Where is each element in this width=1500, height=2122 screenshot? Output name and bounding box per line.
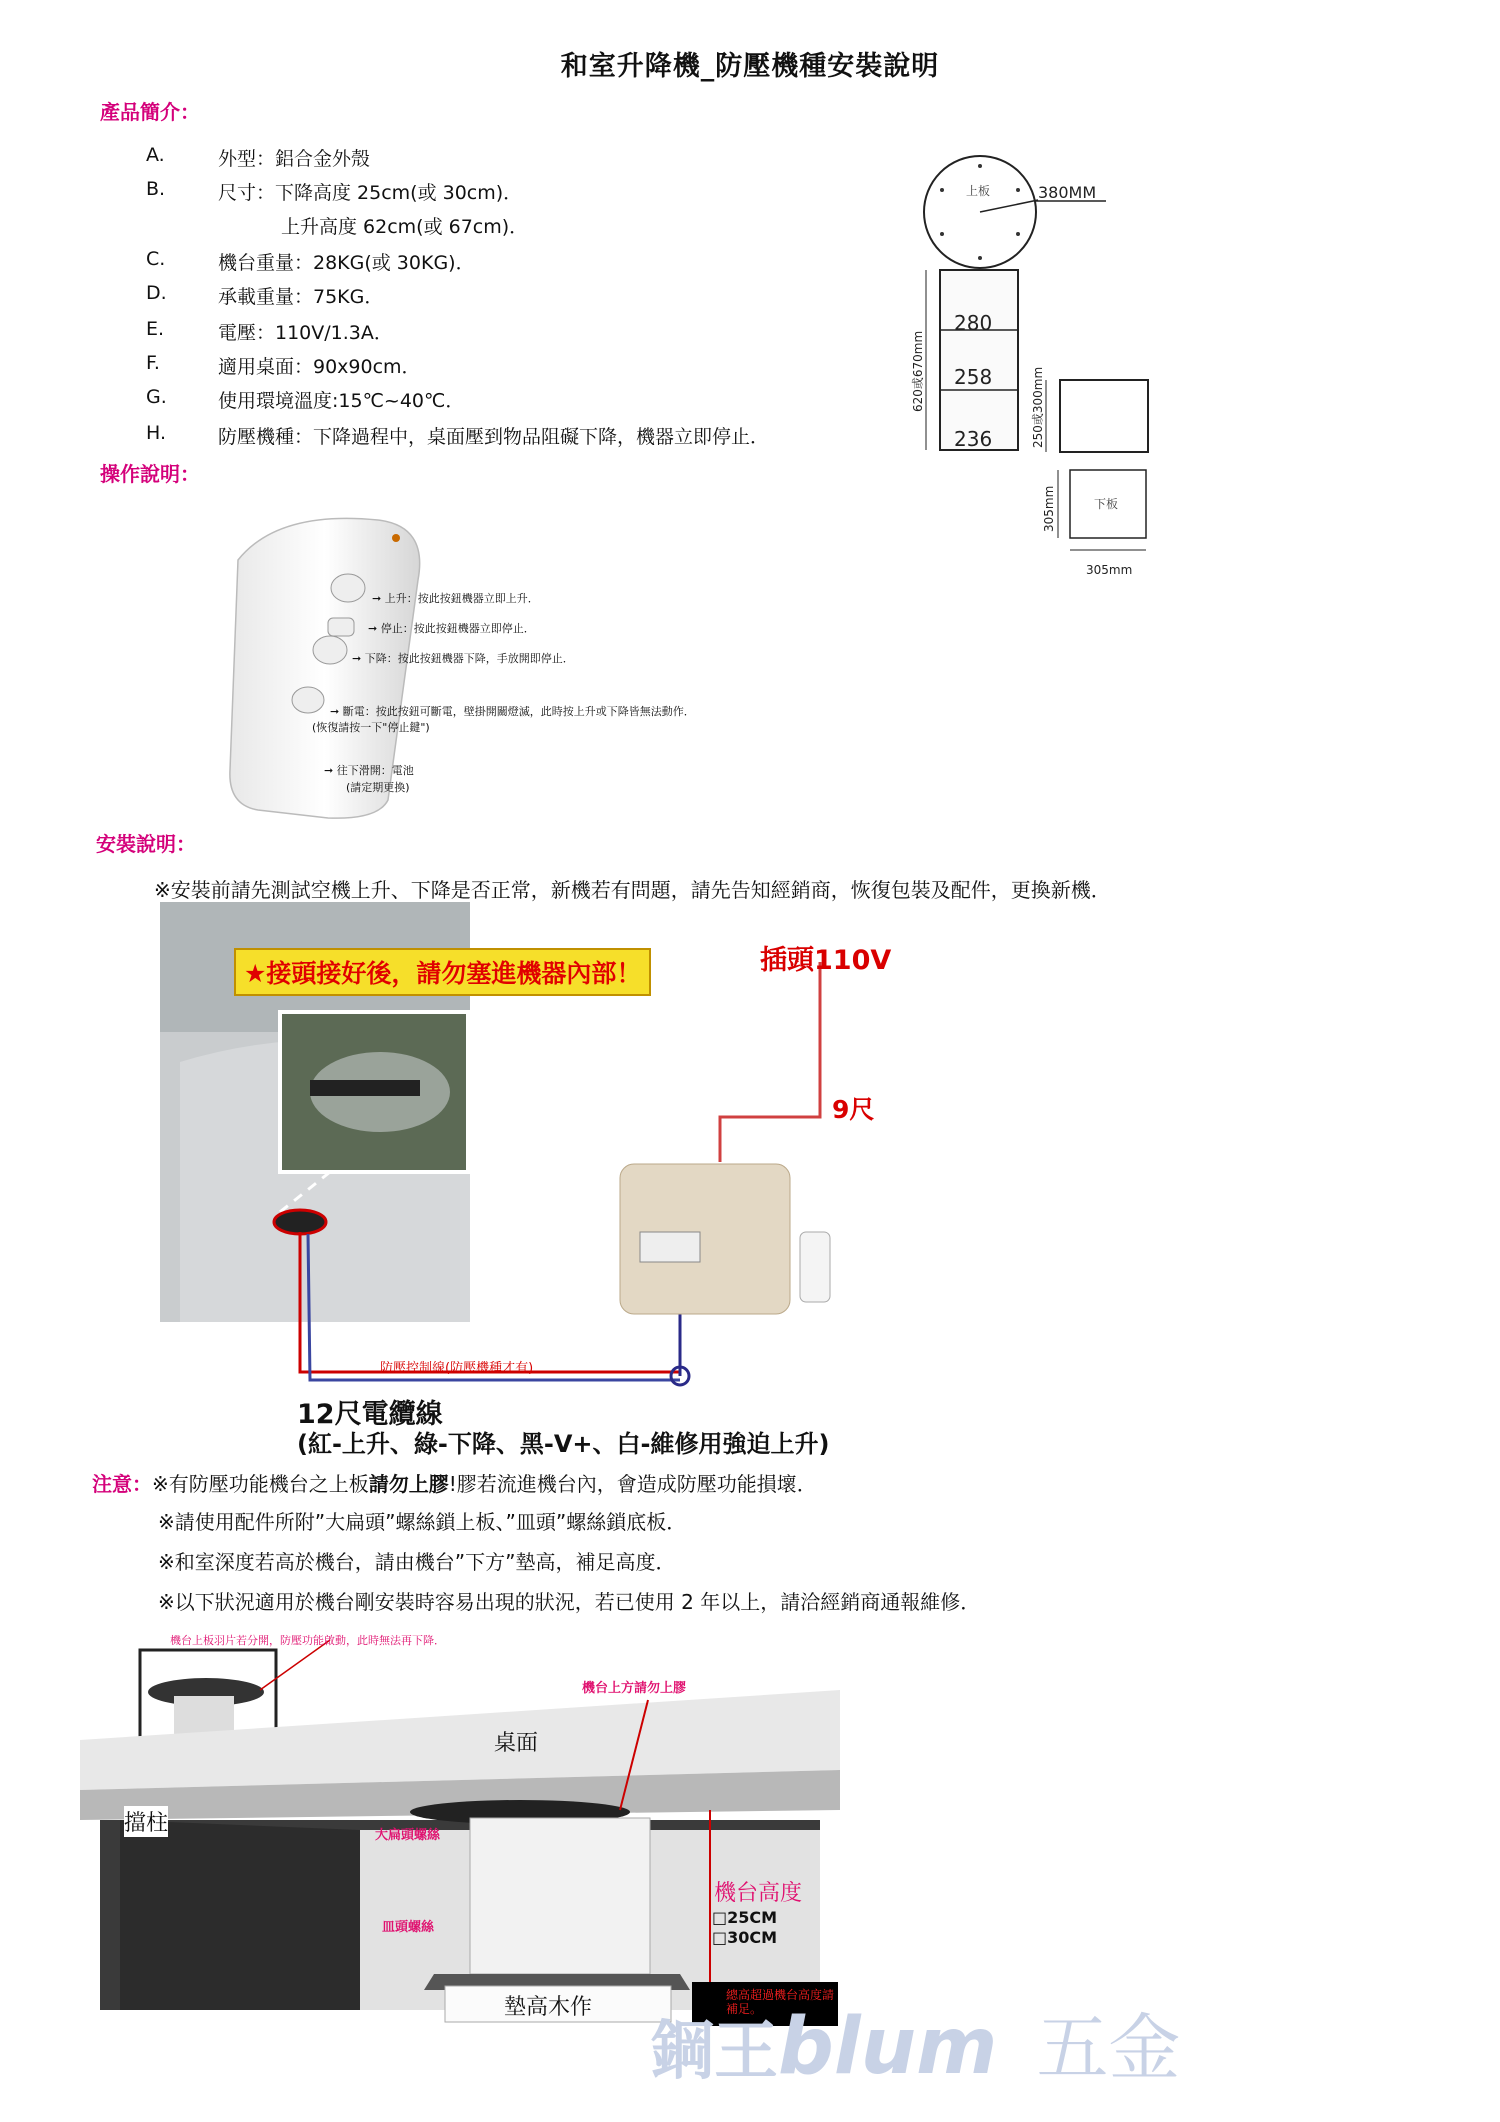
small-remote	[800, 1232, 830, 1302]
callout-power: ➞ 斷電：按此按鈕可斷電，壁掛開關燈滅，此時按上升或下降皆無法動作．	[330, 705, 695, 718]
machine-height-label: 機台高度	[714, 1881, 803, 1906]
callout-down: ➞ 下降：按此按鈕機器下降，手放開即停止．	[352, 652, 574, 665]
spec-text: 適用桌面：90x90cm．	[218, 356, 421, 378]
machine-cylinder	[470, 1818, 650, 1974]
height-280: 280	[954, 311, 993, 335]
product-intro-heading: 產品簡介：	[100, 100, 200, 124]
height-236: 236	[954, 427, 993, 451]
spec-letter: C.	[146, 248, 166, 270]
inset-caption: 機台上板羽片若分開，防壓功能啟動，此時無法再下降．	[170, 1634, 445, 1647]
plug-line	[720, 962, 820, 1162]
spec-text: 承載重量：75KG．	[218, 286, 384, 308]
dish-screw-label: 皿頭螺絲	[382, 1920, 435, 1935]
install-intro: ※安裝前請先測試空機上升、下降是否正常，新機若有問題，請先告知經銷商，恢復包裝及配件，更換新機．	[154, 878, 1111, 902]
page-title: 和室升降機_防壓機種安裝說明	[560, 51, 940, 82]
height-258: 258	[954, 365, 993, 389]
note-2: ※請使用配件所附”大扁頭”螺絲鎖上板、”皿頭”螺絲鎖底板．	[158, 1510, 687, 1534]
spec-text: 上升高度 62cm(或 67cm)．	[281, 216, 529, 238]
spec-text: 防壓機種：下降過程中，桌面壓到物品阻礙下降，機器立即停止．	[218, 426, 770, 448]
callout-stop: ➞ 停止：按此按鈕機器立即停止．	[368, 622, 535, 635]
column-body	[940, 270, 1018, 450]
dimension-diagram	[870, 140, 1180, 600]
spec-letter: F.	[146, 352, 160, 374]
callout-up: ➞ 上升：按此按鈕機器立即上升．	[372, 592, 539, 605]
spec-letter: G.	[146, 386, 167, 408]
bottom-width-label: 305mm	[1086, 563, 1133, 577]
height-option-30: □30CM	[712, 1928, 778, 1947]
height-option-25: □25CM	[712, 1908, 778, 1927]
spec-text: 機台重量：28KG(或 30KG)．	[218, 252, 475, 274]
base-body	[1060, 380, 1148, 452]
spec-letter: H.	[146, 422, 166, 444]
power-button[interactable]	[292, 687, 324, 713]
total-height-label: 620或670mm	[911, 330, 925, 412]
glue-note: 機台上方請勿上膠	[582, 1681, 687, 1696]
install-heading: 安裝說明：	[96, 832, 196, 856]
cable-length-label: 9尺	[832, 1095, 875, 1124]
base-height-label: 250或300mm	[1031, 366, 1045, 448]
plug-label: 插頭110V	[760, 945, 892, 976]
watermark-brand: blum	[778, 2002, 998, 2092]
spec-text: 尺寸：下降高度 25cm(或 30cm)．	[218, 182, 523, 204]
installation-diagram	[80, 1630, 840, 2040]
spec-letter: B.	[146, 178, 166, 200]
spec-text: 電壓：110V/1.3A．	[218, 322, 393, 344]
pillar-label: 擋柱	[124, 1806, 168, 1837]
callout-power-reset: (恢復請按一下"停止鍵")	[312, 721, 430, 734]
control-line-label: 防壓控制線(防壓機種才有)	[380, 1361, 534, 1376]
down-button[interactable]	[313, 636, 347, 664]
note-3: ※和室深度若高於機台，請由機台”下方”墊高，補足高度．	[158, 1550, 676, 1574]
stop-button[interactable]	[328, 618, 354, 636]
bottom-side-label: 305mm	[1042, 485, 1056, 532]
note-1: 注意：※有防壓功能機台之上板請勿上膠!膠若流進機台內，會造成防壓功能損壞．	[92, 1472, 817, 1496]
spec-letter: A.	[146, 144, 165, 166]
wood-riser-label: 墊高木作	[504, 1995, 593, 2020]
diameter-label: 380MM	[1038, 183, 1097, 202]
cable-title: 12尺電纜線	[297, 1399, 443, 1430]
flat-screw-label: 大扁頭螺絲	[375, 1828, 441, 1843]
callout-battery: ➞ 往下滑開：電池	[324, 764, 414, 777]
spec-letter: E.	[146, 318, 165, 340]
watermark	[650, 1990, 1181, 2094]
note-label: 注意：	[92, 1472, 152, 1496]
spec-text: 使用環境溫度:15℃~40℃．	[218, 390, 465, 412]
spec-text: 外型：鋁合金外殼	[218, 148, 371, 170]
bottom-plate-label: 下板	[1094, 497, 1119, 511]
connector-warning: ★接頭接好後，請勿塞進機器內部！	[234, 948, 651, 996]
led-indicator	[392, 534, 400, 542]
watermark-suffix: 五金	[1036, 2006, 1181, 2090]
cable-colors: (紅-上升、綠-下降、黑-V+、白-維修用強迫上升)	[297, 1430, 830, 1458]
operation-heading: 操作說明：	[100, 462, 200, 486]
desk-label: 桌面	[494, 1731, 539, 1756]
callout-battery-note: (請定期更換)	[346, 781, 410, 794]
spec-letter: D.	[146, 282, 167, 304]
red-note: 總高超過機台高度請補足。	[726, 1988, 835, 2016]
top-plate-label: 上板	[966, 184, 991, 198]
note-4: ※以下狀況適用於機台剛安裝時容易出現的狀況，若已使用 2 年以上，請洽經銷商通報維修．	[158, 1590, 981, 1614]
up-button[interactable]	[331, 574, 365, 602]
watermark-prefix: 鋼王	[650, 2015, 778, 2089]
